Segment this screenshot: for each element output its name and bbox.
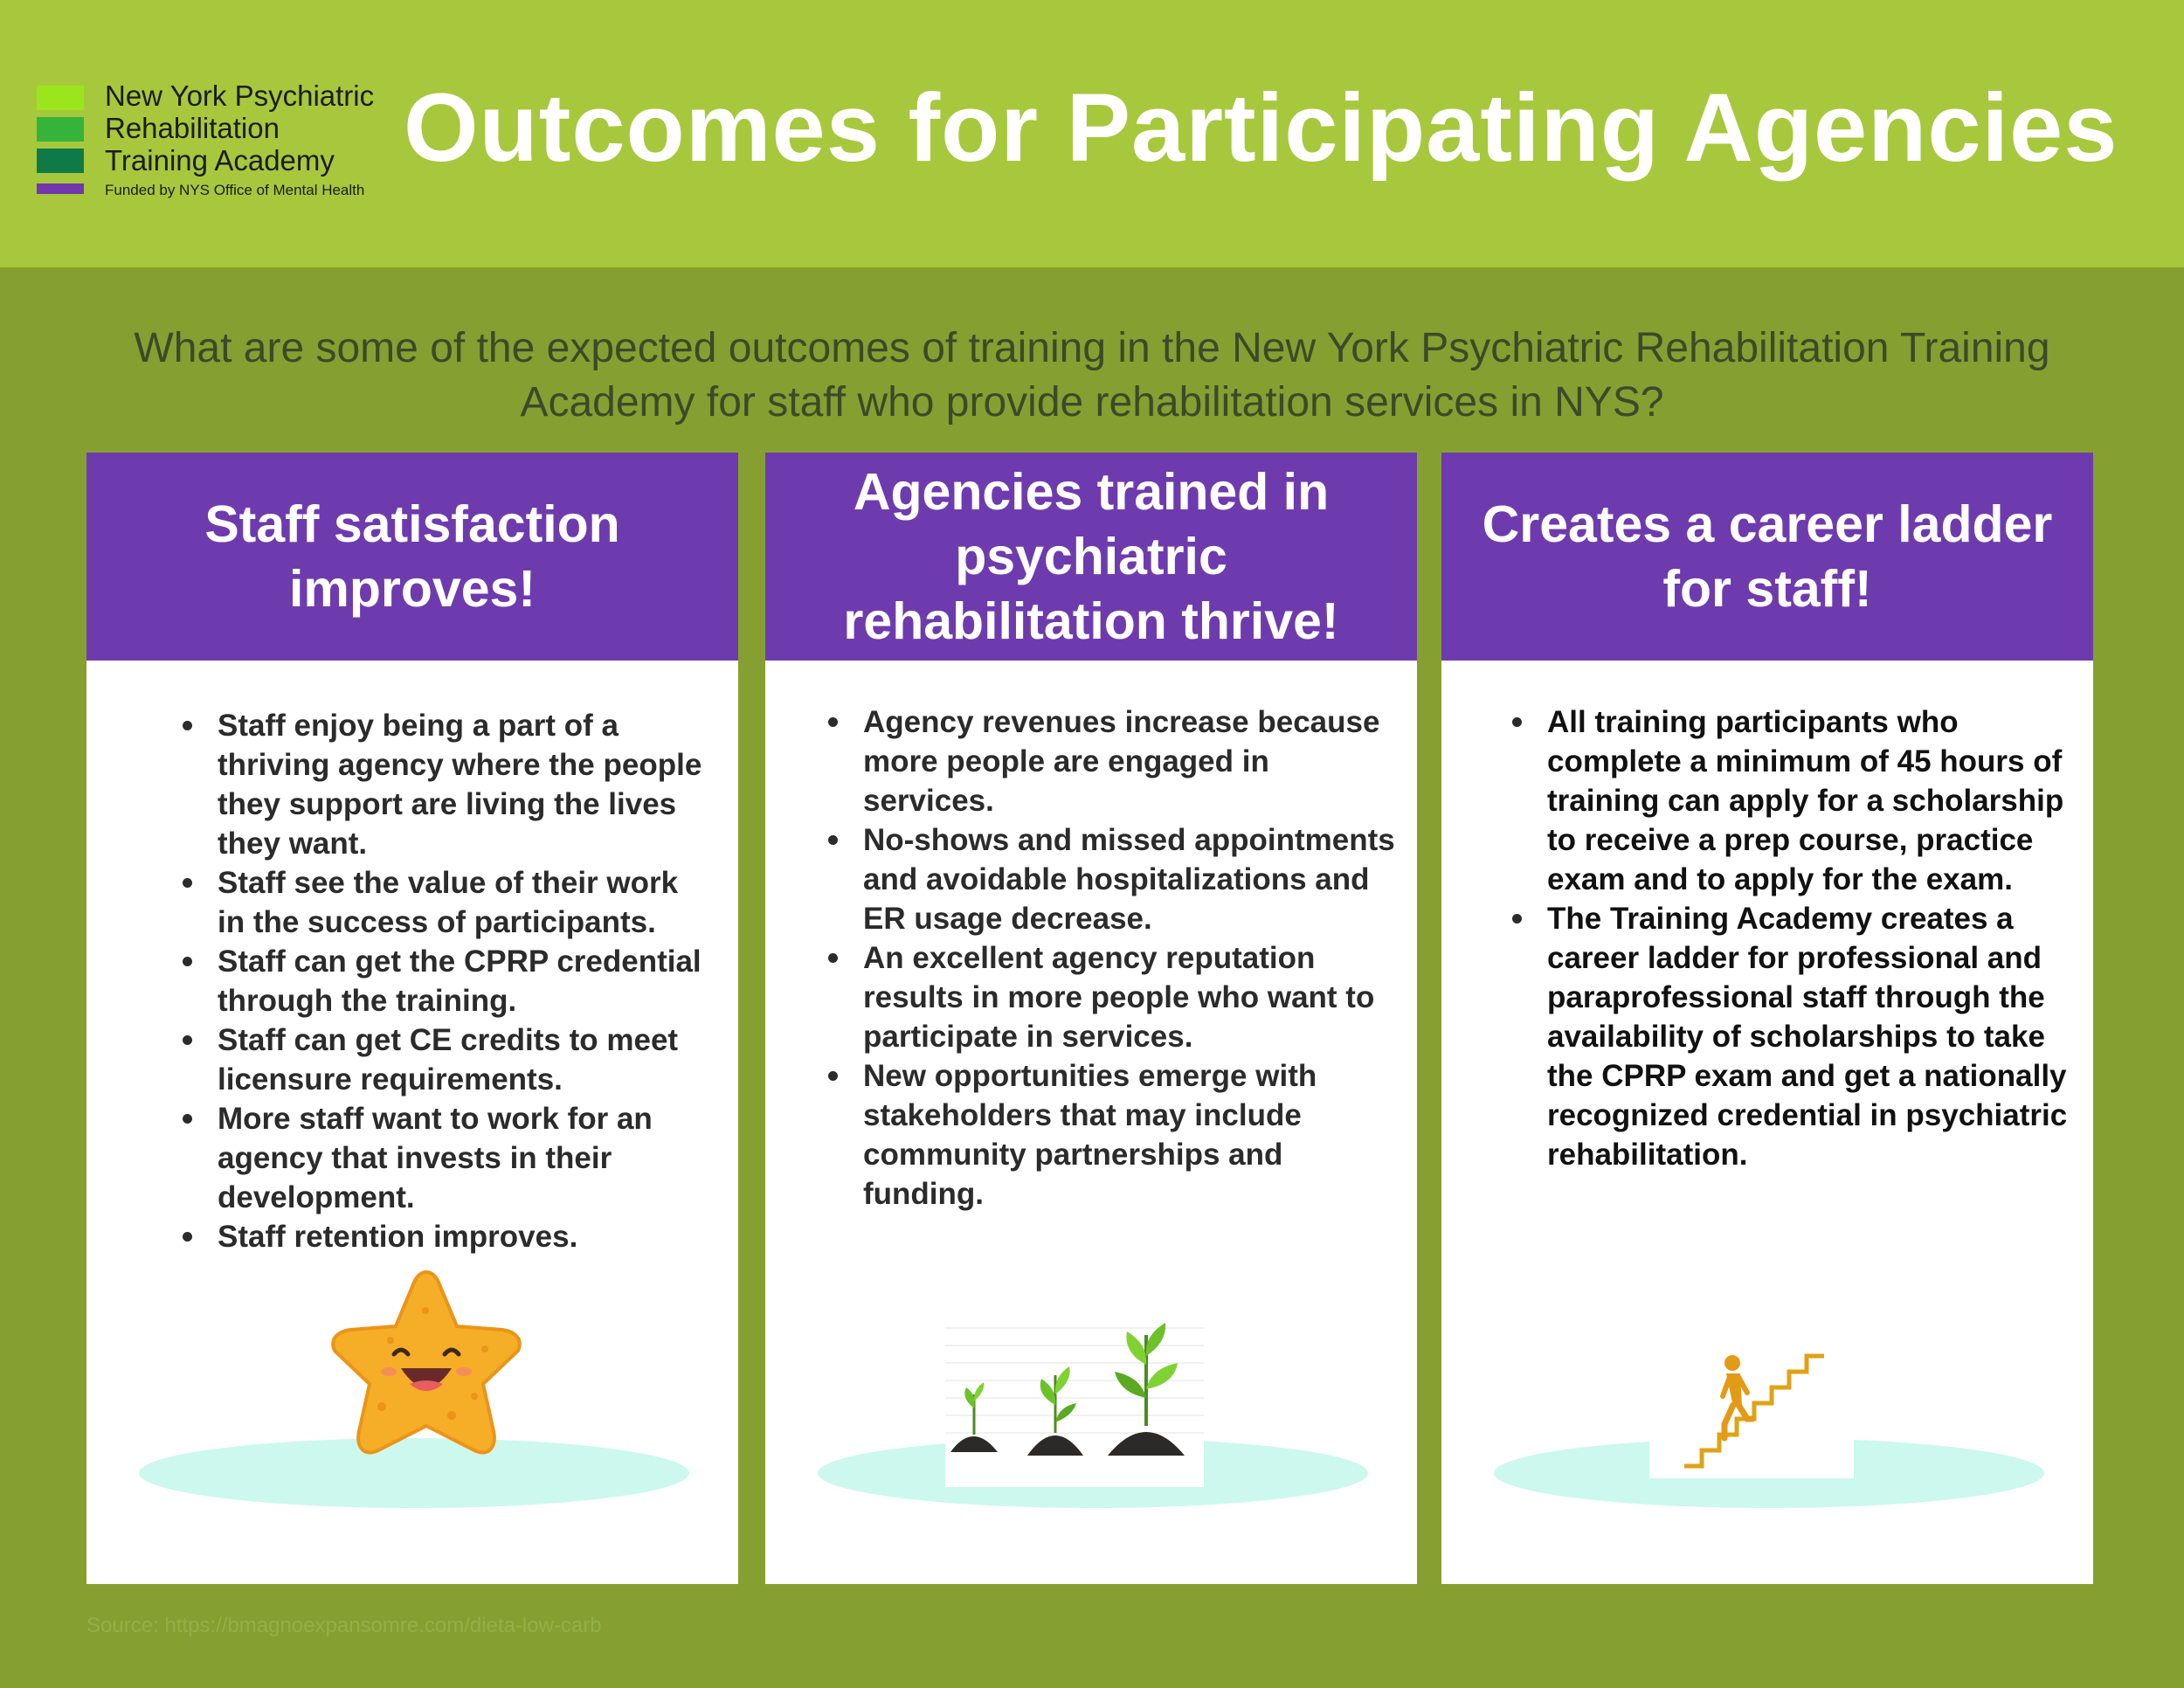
logo-bar-dark-green bbox=[37, 149, 84, 173]
card-heading: Agencies trained in psychiatric rehabilitation thrive! bbox=[765, 453, 1417, 661]
source-caption: Source: https://bmagnoexpansomre.com/dieta-low-carb bbox=[86, 1614, 602, 1637]
person-climbing-stairs-icon bbox=[1649, 1335, 1854, 1478]
logo-bar-green bbox=[37, 117, 84, 142]
logo-text-line1: New York Psychiatric bbox=[105, 80, 375, 112]
list-item: New opportunities emerge with stakeholders that may include community partnerships and funding. bbox=[863, 1056, 1396, 1214]
list-item: Staff see the value of their work in the success of participants. bbox=[218, 863, 707, 942]
card-agencies-thrive bbox=[765, 453, 1417, 1584]
bullet-list bbox=[1547, 702, 2071, 1174]
logo-text-line3: Training Academy bbox=[105, 144, 335, 176]
list-item: More staff want to work for an agency that invests in their development. bbox=[218, 1099, 707, 1217]
list-item: Staff enjoy being a part of a thriving agency where the people they support are living the lives they want. bbox=[218, 706, 707, 863]
list-item: Agency revenues increase because more people are engaged in services. bbox=[863, 702, 1396, 820]
academy-logo bbox=[37, 80, 412, 203]
bullet-list bbox=[863, 702, 1396, 1214]
card-heading: Creates a career ladder for staff! bbox=[1441, 453, 2093, 661]
smiling-star-icon bbox=[321, 1265, 532, 1468]
bullet-list bbox=[218, 706, 707, 1256]
logo-funded-by: Funded by NYS Office of Mental Health bbox=[105, 182, 365, 198]
logo-bar-lime bbox=[37, 86, 84, 110]
growing-seedlings-icon bbox=[945, 1311, 1204, 1487]
logo-text-line2: Rehabilitation bbox=[105, 112, 280, 144]
card-staff-satisfaction bbox=[86, 453, 738, 1584]
list-item: No-shows and missed appointments and avoidable hospitalizations and ER usage decrease. bbox=[863, 820, 1396, 938]
card-heading: Staff satisfaction improves! bbox=[86, 453, 738, 661]
list-item: Staff can get CE credits to meet licensure requirements. bbox=[218, 1020, 707, 1099]
header-banner bbox=[0, 0, 2184, 267]
logo-bar-purple bbox=[37, 183, 84, 194]
list-item: An excellent agency reputation results in more people who want to participate in services. bbox=[863, 938, 1396, 1056]
page-title: Outcomes for Participating Agencies bbox=[404, 74, 2118, 182]
card-career-ladder bbox=[1441, 453, 2093, 1584]
list-item: Staff retention improves. bbox=[218, 1217, 707, 1256]
list-item: Staff can get the CPRP credential through the training. bbox=[218, 942, 707, 1020]
list-item: All training participants who complete a minimum of 45 hours of training can apply for a scholarship to receive a prep course, practice exam and to apply for the exam. bbox=[1547, 702, 2071, 899]
list-item: The Training Academy creates a career ladder for professional and paraprofessional staff through the availability of scholarships to take the CPRP exam and get a nationally recognized credential in psychiatric rehabilitation. bbox=[1547, 899, 2071, 1174]
intro-question: What are some of the expected outcomes of training in the New York Psychiatric Rehabilitation Training Academy for staff who provide rehabilitation services in NYS? bbox=[134, 325, 2050, 425]
